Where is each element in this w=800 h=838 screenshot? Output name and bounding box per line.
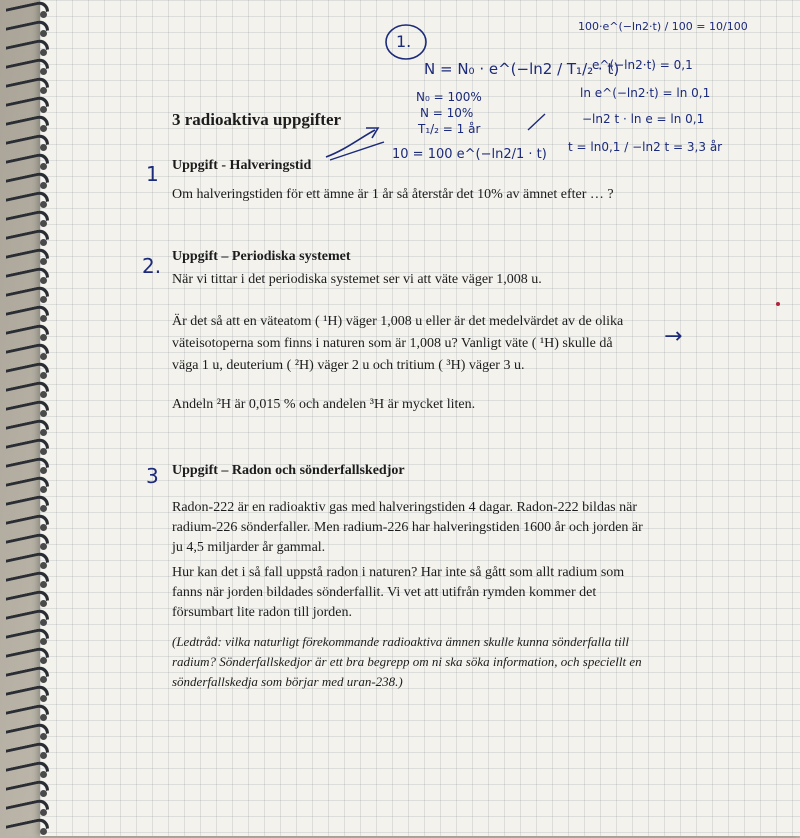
task-3-heading: Uppgift – Radon och sönderfallskedjor xyxy=(172,463,405,478)
step-1: 100·e^(−ln2·t) / 100 = 10/100 xyxy=(578,20,748,33)
task-3-paragraph-1-line-1: Radon-222 är en radioaktiv gas med halveringstiden 4 dagar. Radon-222 bildas när xyxy=(172,500,637,515)
task-1-question: Om halveringstiden för ett ämne är 1 år så återstår det 10% av ämnet efter … ? xyxy=(172,187,614,202)
task-3-hint-line-2: radium? Sönderfallskedjor är ett bra begrepp om ni ska söka information, och speciellt en xyxy=(172,654,642,669)
task-2-heading: Uppgift – Periodiska systemet xyxy=(172,249,351,264)
task-3-paragraph-1-line-2: radium-226 sönderfaller. Men radium-226 har halveringstiden 1600 år och jorden är xyxy=(172,520,643,535)
task-2-paragraph-2-line-3: väga 1 u, deuterium ( ²H) väger 2 u och tritium ( ³H) väger 3 u. xyxy=(172,358,525,373)
task-2-paragraph-3: Andeln ²H är 0,015 % och andelen ³H är mycket liten. xyxy=(172,397,476,412)
task-1-number: 1 xyxy=(146,162,159,186)
step-3: ln e^(−ln2·t) = ln 0,1 xyxy=(580,86,711,100)
task-3-paragraph-2-line-3: försumbart lite radon till jorden. xyxy=(172,605,353,620)
task-3-paragraph-2-line-2: fanns när jorden bildades sönderfallit. Vi vet att utifrån rymden kommer det xyxy=(172,585,597,600)
circled-number: 1. xyxy=(396,32,412,51)
task-2-number: 2. xyxy=(142,254,162,278)
small-arrow xyxy=(528,114,545,130)
task-2-paragraph-2-line-2: väteisotoperna som finns i naturen som är 1,008 u? Vanligt väte ( ¹H) skulle då xyxy=(172,336,613,351)
given-n: N = 10% xyxy=(420,106,474,120)
given-t: T₁/₂ = 1 år xyxy=(418,122,481,136)
task-3-hint-line-3: sönderfallskedja som börjar med uran-238.) xyxy=(172,674,403,689)
margin-arrow: → xyxy=(664,324,683,349)
formula-main: N = N₀ · e^(−ln2 / T₁/₂ · t) xyxy=(424,60,620,78)
task-3-paragraph-2-line-1: Hur kan det i så fall uppstå radon i naturen? Har inte så gått som allt radium som xyxy=(172,565,625,580)
result: t = ln0,1 / −ln2 t = 3,3 år xyxy=(568,140,723,154)
task-3-number: 3 xyxy=(146,464,159,488)
substituted-formula: 10 = 100 e^(−ln2/1 · t) xyxy=(392,147,547,162)
given-n0: N₀ = 100% xyxy=(416,90,482,104)
arrow-head xyxy=(366,128,378,138)
task-2-paragraph-1: När vi tittar i det periodiska systemet ser vi att väte väger 1,008 u. xyxy=(172,272,542,287)
task-3-hint-line-1: (Ledtråd: vilka naturligt förekommande radioaktiva ämnen skulle kunna sönderfalla till xyxy=(172,634,629,649)
task-2-paragraph-2-line-1: Är det så att en väteatom ( ¹H) väger 1,008 u eller är det medelvärdet av de olika xyxy=(172,314,624,329)
task-1-heading: Uppgift - Halveringstid xyxy=(172,158,312,173)
task-3-paragraph-1-line-3: ju 4,5 miljarder år gammal. xyxy=(172,540,326,555)
step-4: −ln2 t · ln e = ln 0,1 xyxy=(582,112,705,126)
step-2: e^(−ln2·t) = 0,1 xyxy=(592,58,693,72)
document-title: 3 radioaktiva uppgifter xyxy=(172,110,342,129)
